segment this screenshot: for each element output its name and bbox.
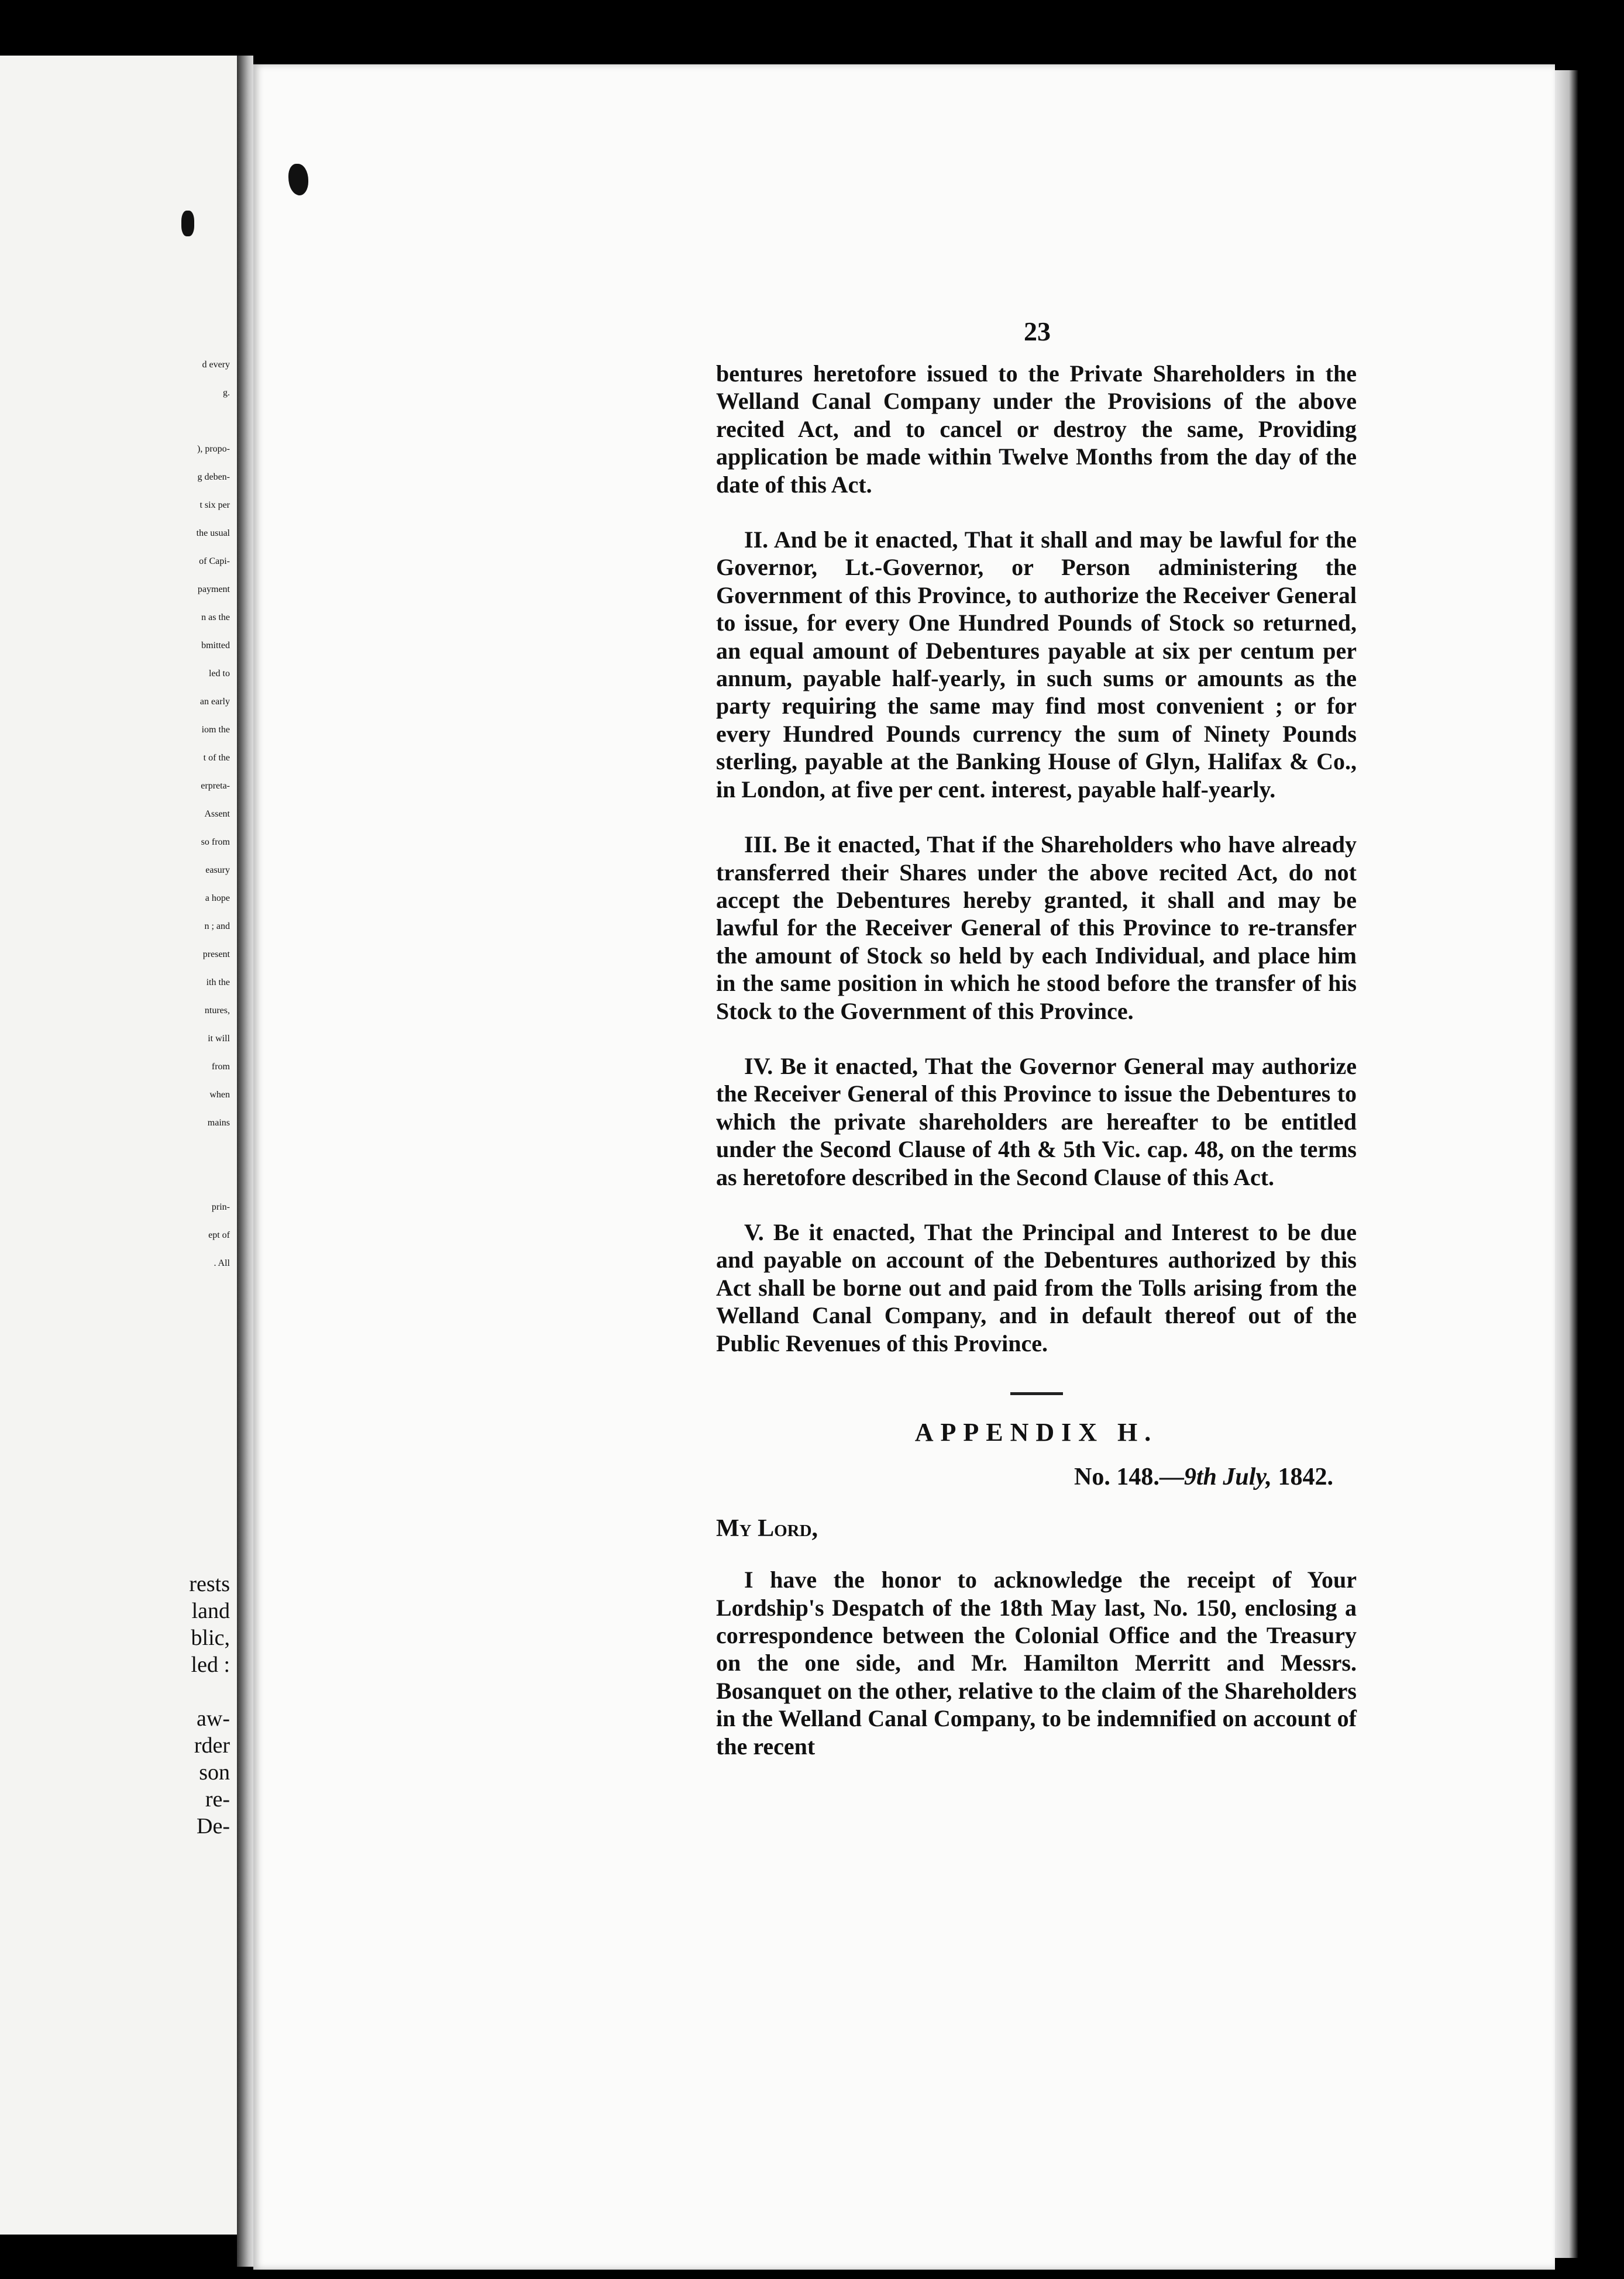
left-page-line: bmitted <box>201 641 230 650</box>
left-page-line: t six per <box>199 500 230 510</box>
salutation: My Lord, <box>716 1514 818 1542</box>
left-page-line: prin- <box>211 1202 230 1212</box>
left-page-line: from <box>211 1062 230 1072</box>
section-iii: III. Be it enacted, That if the Shareholders who have already transferred their Shares under the above recited Act, do not accept the Debentures hereby granted, it shall and may be lawful for the Receiver General of this Province to re-transfer the amount of Stock so held by each Individual, and place him in the same position in which he stood before the transfer of his Stock to the Government of this Province. <box>716 831 1357 1024</box>
left-page-line: iom the <box>201 725 230 735</box>
left-page-line: n as the <box>201 612 230 622</box>
section-ii: II. And be it enacted, That it shall and may be lawful for the Governor, Lt.-Governor, or Person administering the Government of this Province, to authorize the Receiver General to issue, for every One Hundred Pounds of Stock so returned, an equal amount of Debentures payable at six per centum per annum, payable half-yearly, in such sums or amounts as the party requiring the same may find most convenient ; or for every Hundred Pounds currency the sum of Ninety Pounds sterling, payable at the Banking House of Glyn, Halifax & Co., in London, at five per cent. interest, payable half-yearly. <box>716 526 1357 803</box>
page-edge <box>1555 70 1578 2258</box>
left-page-line: an early <box>199 697 230 707</box>
left-page-line: a hope <box>205 893 230 903</box>
page-body <box>716 360 1357 1788</box>
left-page-line: ept of <box>208 1230 230 1240</box>
left-page-line: land <box>191 1599 230 1623</box>
left-page-line: led to <box>209 669 230 679</box>
left-page-line: it will <box>208 1034 230 1044</box>
left-page-line: payment <box>197 584 230 594</box>
left-page-line: so from <box>201 837 230 847</box>
left-page-line: the usual <box>196 528 230 538</box>
left-page-line: g. <box>223 388 230 398</box>
left-page-line: re- <box>205 1787 230 1812</box>
left-page-line: aw- <box>197 1706 230 1731</box>
left-page-line: rests <box>189 1572 230 1596</box>
dateline-number: No. 148.— <box>1074 1464 1184 1491</box>
letter-paragraph: I have the honor to acknowledge the receipt of Your Lordship's Despatch of the 18th May last, No. 150, enclosing a correspondence between the Colonial Office and the Treasury on the one side, and Mr. Hamilton Merritt and Messrs. Bosanquet on the other, relative to the claim of the Shareholders in the Welland Canal Company, to be indemnified on account of the recent <box>716 1567 1357 1760</box>
ink-blot <box>288 164 308 195</box>
left-page-line: ith the <box>206 977 230 987</box>
left-page-line <box>0 416 230 444</box>
left-page-line: present <box>202 949 230 959</box>
ink-speck <box>181 211 194 236</box>
left-page-line: n ; and <box>204 921 230 931</box>
left-page-line: mains <box>207 1118 230 1128</box>
left-page-line: d every <box>202 360 230 370</box>
left-page <box>0 56 237 2235</box>
book-gutter <box>237 56 253 2267</box>
left-page-line <box>0 1174 230 1202</box>
appendix-heading: APPENDIX H. <box>914 1418 1158 1447</box>
left-page-line: when <box>209 1090 230 1100</box>
left-page-line: g deben- <box>197 472 230 482</box>
dateline <box>716 1464 1333 1491</box>
left-page-text-bottom <box>0 1571 230 1840</box>
page-number: 23 <box>1024 316 1051 346</box>
left-page-line <box>0 1678 230 1705</box>
left-page-line: blic, <box>191 1626 230 1650</box>
left-page-line: t of the <box>203 753 230 763</box>
paragraph-continuation: bentures heretofore issued to the Private Shareholders in the Welland Canal Company under the Provisions of the above recited Act, and to cancel or destroy the same, Providing application be made within Twelve Months from the day of the date of this Act. <box>716 360 1357 498</box>
left-page-line: rder <box>194 1733 230 1758</box>
left-page-line: son <box>199 1760 230 1785</box>
section-iv: IV. Be it enacted, That the Governor General may authorize the Receiver General of this Province to issue the Debentures to which the private shareholders are hereafter to be entitled under the Second Clause of 4th & 5th Vic. cap. 48, on the terms as heretofore described in the Second Clause of this Act. <box>716 1052 1357 1190</box>
dateline-year: 1842. <box>1272 1464 1333 1491</box>
left-page-line: ntures, <box>204 1006 230 1015</box>
left-page-line: De- <box>197 1814 230 1839</box>
left-page-line: ), propo- <box>197 444 230 454</box>
left-page-line: erpreta- <box>201 781 230 791</box>
dateline-date: 9th July, <box>1183 1464 1272 1491</box>
section-divider <box>1010 1392 1063 1395</box>
left-page-text-top <box>0 360 230 1286</box>
left-page-line: . All <box>214 1258 230 1268</box>
left-page-line: led : <box>191 1653 230 1677</box>
left-page-line: easury <box>205 865 230 875</box>
section-v: V. Be it enacted, That the Principal and Interest to be due and payable on account of the Debentures authorized by this Act shall be borne out and paid from the Tolls arising from the Welland Canal Company, and in default thereof out of the Public Revenues of this Province. <box>716 1218 1357 1357</box>
left-page-line <box>0 1146 230 1174</box>
left-page-line: Assent <box>204 809 230 819</box>
left-page-line: of Capi- <box>199 556 230 566</box>
